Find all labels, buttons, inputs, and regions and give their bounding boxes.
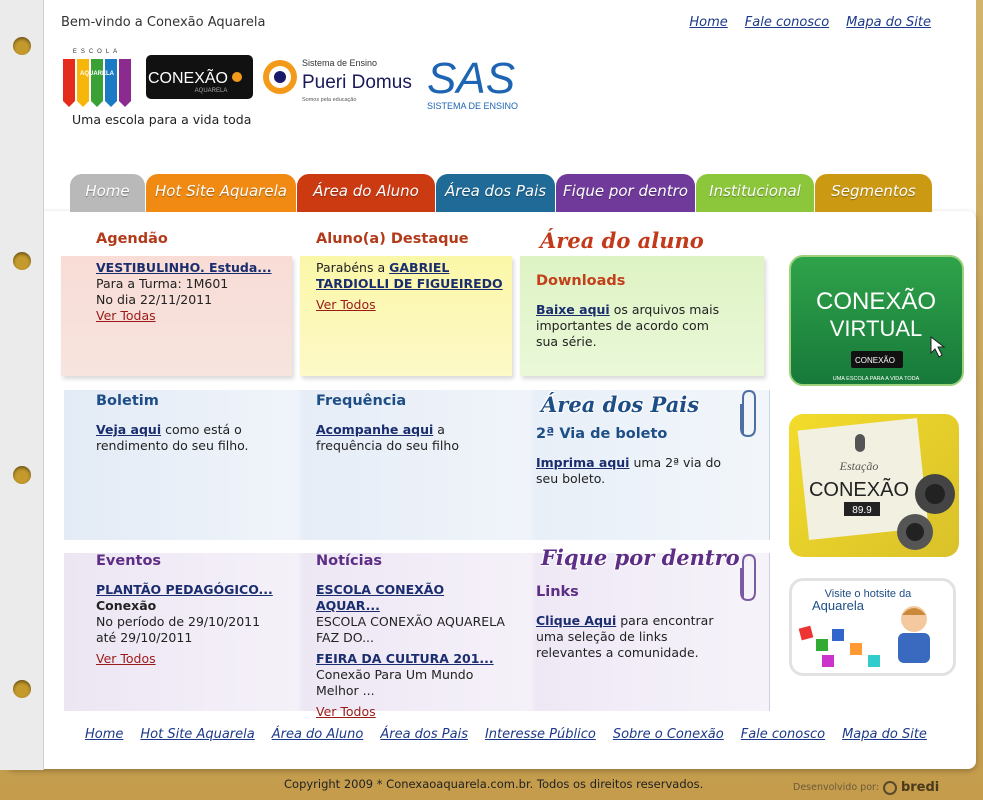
- fique-label: Fique por dentro: [541, 545, 740, 570]
- welcome-text: Bem-vindo a Conexão Aquarela: [61, 15, 266, 30]
- boleto-title: 2ª Via de boleto: [536, 426, 668, 442]
- virtual-logo: CONEXÃO: [854, 356, 896, 365]
- noticias-item2-line2: Melhor ...: [316, 683, 375, 698]
- noticias-title: Notícias: [316, 553, 382, 569]
- boletim-title: Boletim: [96, 393, 159, 409]
- links-line1: [536, 613, 713, 629]
- area-pais-label: Área dos Pais: [541, 392, 700, 417]
- binder-hole: [13, 680, 31, 698]
- boletim-rest2: rendimento do seu filho.: [96, 438, 249, 453]
- top-link-home[interactable]: Home: [689, 15, 728, 30]
- top-link-sitemap[interactable]: Mapa do Site: [846, 15, 931, 30]
- footer-link-home[interactable]: Home: [85, 727, 124, 742]
- sas-logo-sub: SISTEMA DE ENSINO: [427, 101, 519, 111]
- footer-link-sobre[interactable]: Sobre o Conexão: [612, 727, 724, 742]
- eventos-line2: até 29/10/2011: [96, 630, 193, 645]
- links-rest2: uma seleção de links: [536, 629, 668, 644]
- banner-radio-conexao[interactable]: [789, 414, 959, 557]
- binder-hole: [13, 466, 31, 484]
- hotsite-art: [792, 581, 953, 673]
- pueri-logo-line2: Pueri Domus: [302, 72, 412, 93]
- noticias-item1-link2[interactable]: AQUAR...: [316, 598, 380, 613]
- pueri-logo-line1: Sistema de Ensino: [302, 58, 378, 68]
- noticias-item1-link1[interactable]: ESCOLA CONEXÃO: [316, 582, 445, 597]
- virtual-caption: UMA ESCOLA PARA A VIDA TODA: [832, 376, 920, 382]
- paperclip-icon: [735, 388, 759, 440]
- eventos-item-sub: Conexão: [96, 598, 157, 613]
- conexao-logo-text: CONEXÃO: [147, 70, 229, 87]
- tagline: Uma escola para a vida toda: [72, 112, 252, 127]
- main-tabs: [70, 174, 933, 212]
- hotsite-line1: Visite o hotsite da: [824, 588, 912, 600]
- pueri-logo-line3: Somos pela educação: [302, 97, 357, 103]
- agendao-ver-todas[interactable]: Ver Todas: [96, 308, 156, 323]
- banner-conexao-virtual[interactable]: [789, 255, 964, 386]
- agendao-title: Agendão: [96, 231, 168, 247]
- virtual-line1: CONEXÃO: [815, 288, 937, 315]
- tab-segmentos[interactable]: Segmentos: [815, 174, 932, 212]
- destaque-title: Aluno(a) Destaque: [316, 231, 469, 247]
- binder-hole: [13, 37, 31, 55]
- boleto-link[interactable]: Imprima aqui: [536, 455, 630, 470]
- noticias-item2-line1: Conexão Para Um Mundo: [316, 667, 474, 682]
- sas-logo-text: SAS: [427, 54, 516, 103]
- destaque-name2-link[interactable]: TARDIOLLI DE FIGUEIREDO: [316, 276, 503, 291]
- dev-name: bredi: [900, 780, 940, 795]
- eventos-ver-todos[interactable]: Ver Todos: [96, 651, 156, 666]
- area-aluno-label: Área do aluno: [540, 228, 704, 253]
- eventos-title: Eventos: [96, 553, 162, 569]
- binder-strip: [0, 0, 44, 770]
- bredi-logo-icon: [883, 781, 897, 795]
- destaque-prefix: Parabéns a: [316, 260, 386, 275]
- destaque-line1: [316, 260, 449, 276]
- radio-name: CONEXÃO: [808, 479, 910, 501]
- boletim-link[interactable]: Veja aqui: [96, 422, 162, 437]
- top-nav: [689, 15, 931, 30]
- links-title: Links: [536, 584, 579, 600]
- agendao-line2: No dia 22/11/2011: [96, 292, 213, 307]
- binder-hole: [13, 252, 31, 270]
- frequencia-rest2: frequência do seu filho: [316, 438, 459, 453]
- conexao-logo-sub: AQUARELA: [194, 88, 228, 94]
- microphone-icon: [855, 434, 865, 452]
- downloads-rest2: importantes de acordo com: [536, 318, 709, 333]
- footer-link-contact[interactable]: Fale conosco: [740, 727, 826, 742]
- noticias-item1-line2: FAZ DO...: [316, 630, 375, 645]
- destaque-name1-link[interactable]: GABRIEL: [389, 260, 450, 275]
- radio-freq: 89.9: [852, 505, 872, 516]
- agendao-item-link[interactable]: VESTIBULINHO. Estuda...: [96, 260, 272, 275]
- boletim-rest1: como está o: [165, 422, 242, 437]
- footer-link-area-pais[interactable]: Área dos Pais: [380, 727, 468, 742]
- frequencia-title: Frequência: [316, 393, 407, 409]
- conexao-virtual-art: [791, 257, 962, 384]
- paperclip-icon: [735, 552, 759, 604]
- escola-logo-top: ESCOLA: [72, 49, 122, 55]
- footer-link-area-aluno[interactable]: Área do Aluno: [271, 727, 364, 742]
- tab-area-aluno[interactable]: Área do Aluno: [297, 174, 435, 212]
- virtual-line2: VIRTUAL: [829, 316, 923, 341]
- tab-institucional[interactable]: Institucional: [696, 174, 814, 212]
- downloads-rest1: os arquivos mais: [613, 302, 720, 317]
- top-link-contact[interactable]: Fale conosco: [744, 15, 830, 30]
- eventos-line1: No período de 29/10/2011: [96, 614, 261, 629]
- banner-hotsite-aquarela[interactable]: [789, 578, 956, 676]
- footer-nav: [85, 727, 927, 742]
- developer-credit[interactable]: [793, 780, 939, 795]
- noticias-item2-link[interactable]: FEIRA DA CULTURA 201...: [316, 651, 494, 666]
- downloads-title: Downloads: [536, 273, 626, 289]
- footer-link-interesse-publico[interactable]: Interesse Público: [484, 727, 596, 742]
- frequencia-rest1: a: [437, 422, 445, 437]
- tab-fique-por-dentro[interactable]: Fique por dentro: [556, 174, 695, 212]
- downloads-rest3: sua série.: [536, 334, 597, 349]
- agendao-line1: Para a Turma: 1M601: [96, 276, 229, 291]
- tab-area-pais[interactable]: Área dos Pais: [436, 174, 555, 212]
- logo-bar: [61, 45, 531, 117]
- links-rest3: relevantes a comunidade.: [536, 645, 699, 660]
- partner-logos[interactable]: [61, 45, 531, 113]
- downloads-link[interactable]: Baixe aqui: [536, 302, 610, 317]
- downloads-line1: [536, 302, 719, 318]
- noticias-ver-todos[interactable]: Ver Todos: [316, 704, 376, 719]
- copyright-text: Copyright 2009 * Conexaoaquarela.com.br. Todos os direitos reservados.: [284, 777, 704, 791]
- tab-hot-site[interactable]: Hot Site Aquarela: [146, 174, 296, 212]
- hand-cursor-icon: [931, 337, 944, 357]
- destaque-ver-todos[interactable]: Ver Todos: [316, 297, 376, 312]
- tab-home[interactable]: Home: [70, 174, 145, 212]
- escola-logo-word: AQUARELA: [80, 71, 114, 77]
- links-link[interactable]: Clique Aqui: [536, 613, 617, 628]
- frequencia-link[interactable]: Acompanhe aqui: [316, 422, 434, 437]
- boletim-line1: [96, 422, 242, 438]
- boleto-line1: [536, 455, 721, 471]
- noticias-item1-line1: ESCOLA CONEXÃO AQUARELA: [316, 614, 505, 629]
- radio-art: [789, 414, 959, 557]
- frequencia-line1: [316, 422, 445, 438]
- eventos-item-link[interactable]: PLANTÃO PEDAGÓGICO...: [96, 582, 273, 597]
- footer-link-hot-site[interactable]: Hot Site Aquarela: [140, 727, 255, 742]
- footer-link-sitemap[interactable]: Mapa do Site: [842, 727, 927, 742]
- radio-top: Estação: [839, 459, 879, 473]
- dev-label: Desenvolvido por:: [793, 782, 879, 793]
- boleto-rest1: uma 2ª via do: [633, 455, 722, 470]
- boleto-rest2: seu boleto.: [536, 471, 606, 486]
- hotsite-line2: Aquarela: [811, 598, 865, 613]
- links-rest1: para encontrar: [620, 613, 714, 628]
